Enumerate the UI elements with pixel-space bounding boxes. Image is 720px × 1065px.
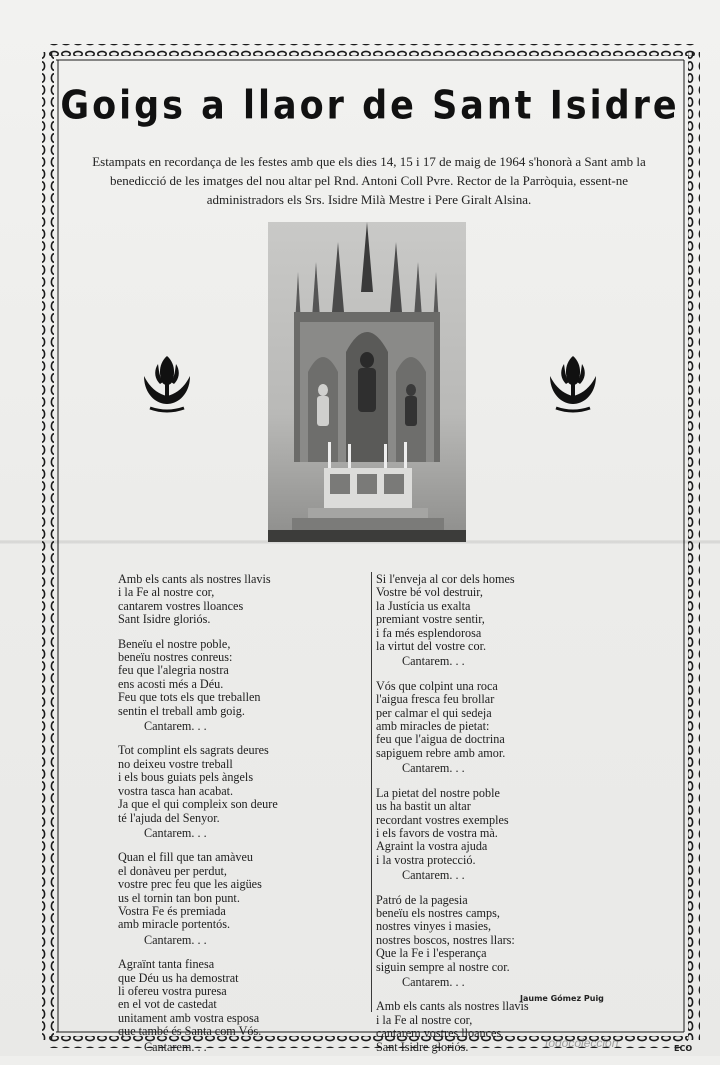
intro-paragraph: Estampats en recordança de les festes amb que els dies 14, 15 i 17 de maig de 1964 s'honorà a Sant amb la benedicció de les imatges del nou altar pel Rnd. Antoni Coll Pvre. Rector de la Parròquia, essent-ne administradors els Srs. Isidre Milà Mestre i Pere Giralt Alsina. — [92, 154, 646, 207]
verse-line: siguin sempre al nostre cor. — [376, 959, 510, 974]
verse-line: sentin el treball amb goig. — [118, 703, 245, 718]
verse-line: sapiguem rebre amb amor. — [376, 745, 506, 760]
verse-line: i els bous guiats pels àngels — [118, 770, 254, 785]
verse-line: amb miracles de pietat: — [376, 719, 490, 734]
author-signature: Jaume Gómez Puig — [520, 994, 604, 1003]
refrain-line: Cantarem. . . — [402, 654, 465, 669]
verse-line: premiant vostre sentir, — [376, 612, 485, 627]
verse-line: ens acosti més a Déu. — [118, 676, 224, 691]
stanza — [118, 958, 368, 1054]
refrain-line: Cantarem. . . — [144, 932, 207, 947]
verse-line: el donàveu per perdut, — [118, 863, 227, 878]
refrain-line: Cantarem. . . — [402, 868, 465, 883]
verse-line: Amb els cants als nostres llavis — [118, 572, 271, 586]
verse-line: Que la Fe i l'esperança — [376, 946, 487, 961]
verse-line: feu que l'alegria nostra — [118, 663, 229, 678]
tulip-ornament-icon — [140, 352, 194, 414]
verse-line: amb miracle portentós. — [118, 917, 231, 932]
verse-line: beneïu els nostres camps, — [376, 905, 500, 920]
verse-line: Tot complint els sagrats deures — [118, 743, 269, 758]
stanza — [118, 851, 368, 947]
verse-line: li ofereu vostra puresa — [118, 983, 227, 998]
verse-line: La pietat del nostre poble — [376, 785, 500, 800]
verse-line: i la vostra protecció. — [376, 852, 476, 867]
watermark-text: todocoleccion — [545, 1036, 619, 1050]
verse-line: té l'ajuda del Senyor. — [118, 810, 220, 825]
tulip-ornament-icon — [546, 352, 600, 414]
refrain-line: Cantarem. . . — [144, 1039, 207, 1054]
verse-line: que també és Santa com Vós. — [118, 1024, 262, 1039]
verse-line: que Déu us ha demostrat — [118, 970, 239, 985]
refrain-line: Cantarem. . . — [402, 761, 465, 776]
verse-line: recordant vostres exemples — [376, 812, 509, 827]
verse-line: beneïu nostres conreus: — [118, 650, 233, 665]
verse-line: i la Fe al nostre cor, — [376, 1012, 473, 1027]
stanza — [118, 573, 368, 627]
stanza — [118, 638, 368, 734]
verse-line: nostres boscos, nostres llars: — [376, 932, 515, 947]
verse-line: nostres vinyes i masies, — [376, 919, 492, 934]
gothic-altar-photo — [268, 222, 466, 542]
verse-line: Amb els cants als nostres llavis — [376, 999, 529, 1014]
verse-line: la virtut del vostre cor. — [376, 639, 486, 654]
refrain-line: Cantarem. . . — [144, 719, 207, 734]
verse-line: i els favors de vostra mà. — [376, 825, 498, 840]
verse-line: Feu que tots els que treballen — [118, 690, 261, 705]
verse-line: Patró de la pagesia — [376, 892, 468, 907]
verse-line: feu que l'aigua de doctrina — [376, 732, 505, 747]
page-title: Goigs a llaor de Sant Isidre — [60, 83, 680, 129]
stanza — [376, 573, 616, 669]
verse-line: us el tornin tan bon punt. — [118, 890, 240, 905]
verse-line: en el vot de castedat — [118, 997, 217, 1012]
verse-line: us ha bastit un altar — [376, 799, 471, 814]
verse-line: Agraint la vostra ajuda — [376, 839, 488, 854]
verses-right-column — [376, 572, 619, 1065]
verse-line: vostre prec feu que les aigües — [118, 877, 262, 892]
verse-line: unitament amb vostra esposa — [118, 1010, 260, 1025]
verse-line: Sant Isidre gloriós. — [118, 612, 211, 627]
verse-line: Sant Isidre gloriós. — [376, 1039, 469, 1054]
verse-line: i la Fe al nostre cor, — [118, 585, 215, 600]
verse-line: Ja que el qui compleix son deure — [118, 797, 278, 812]
verses-left-column — [118, 573, 368, 1065]
verse-line: per calmar el qui sedeja — [376, 705, 492, 720]
verse-line: vostra tasca han acabat. — [118, 783, 234, 798]
refrain-line: Cantarem. . . — [402, 974, 465, 989]
verse-line: Si l'enveja al cor dels homes — [376, 572, 515, 586]
column-divider — [371, 572, 372, 1012]
verse-line: Agraïnt tanta finesa — [118, 957, 215, 972]
stanza — [376, 680, 616, 776]
verse-line: la Justícia us exalta — [376, 598, 471, 613]
verse-line: Vós que colpint una roca — [376, 678, 498, 693]
verse-line: Vostra Fe és premiada — [118, 903, 226, 918]
verse-line: l'aigua fresca feu brollar — [376, 692, 495, 707]
verse-line: Vostre bé vol destruir, — [376, 585, 483, 600]
verse-line: cantarem vostres lloances — [118, 598, 244, 613]
stanza — [376, 787, 616, 883]
verse-line: i fa més esplendorosa — [376, 625, 482, 640]
verse-line: no deixeu vostre treball — [118, 756, 233, 771]
verse-line: cantarem vostres lloances — [376, 1026, 502, 1041]
printer-mark: ECO — [674, 1044, 693, 1053]
stanza — [376, 894, 616, 990]
verse-line: Beneïu el nostre poble, — [118, 636, 231, 651]
refrain-line: Cantarem. . . — [144, 825, 207, 840]
stanza — [118, 744, 368, 840]
verse-line: Quan el fill que tan amàveu — [118, 850, 254, 865]
